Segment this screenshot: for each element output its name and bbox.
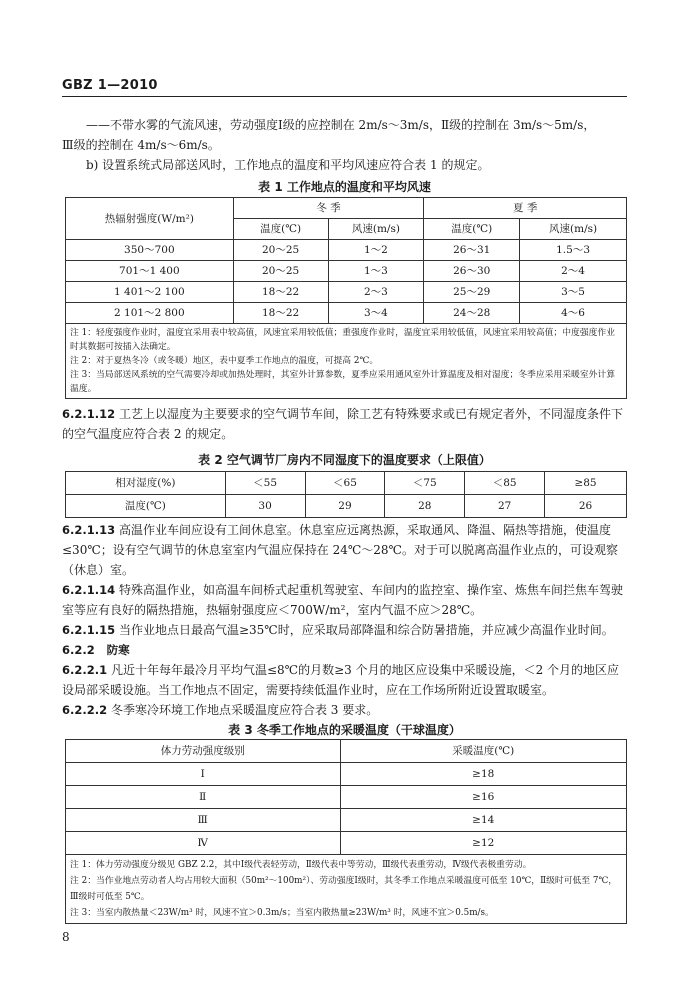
table-cell: 4～6: [520, 303, 627, 324]
table-cell: 27: [465, 495, 545, 518]
clause-number: 6.2.2: [62, 643, 95, 657]
table3-note-1: 注 1：体力劳动强度分级见 GBZ 2.2，其中Ⅰ级代表轻劳动，Ⅱ级代表中等劳动，Ⅲ级代表重劳动，Ⅳ级代表极重劳动。: [70, 860, 532, 870]
table-cell: 3～4: [328, 303, 424, 324]
table-cell: 29: [305, 495, 385, 518]
clause-text: 凡近十年每年最冷月平均气温≤8℃的月数≥3 个月的地区应设集中采暖设施，＜2 个月的地区应设局部采暖设施。当工作地点不固定，需要持续低温作业时，应在工作场所附近设置取暖室。: [62, 663, 620, 697]
table-row: [66, 763, 627, 786]
table1-winter-header: 冬 季: [233, 198, 424, 219]
clause-number: 6.2.2.2: [62, 703, 108, 717]
table1-note-2: 注 2：对于夏热冬冷（或冬暖）地区，表中夏季工作地点的温度，可提高 2℃。: [70, 356, 379, 366]
table2-temp-label: 温度(℃): [66, 495, 226, 518]
clause-6-2-2-1: [62, 660, 627, 700]
table-cell: 1 401～2 100: [66, 282, 234, 303]
table1-winter-wind-header: 风速(m/s): [328, 219, 424, 240]
table-cell: Ⅱ: [66, 786, 341, 809]
table-cell: 26: [545, 495, 627, 518]
table-cell: 2～4: [520, 261, 627, 282]
table-cell: Ⅲ: [66, 809, 341, 832]
table1-summer-wind-header: 风速(m/s): [520, 219, 627, 240]
table-row: [66, 495, 627, 518]
table2-humidity-label: 相对湿度(%): [66, 472, 226, 495]
table3-col2-header: 采暖温度(℃): [340, 740, 627, 763]
table1-note-3: 注 3：当局部送风系统的空气需要冷却或加热处理时，其室外计算参数，夏季应采用通风室外计算温度及相对湿度；冬季应采用采暖室外计算温度。: [70, 370, 616, 394]
table-cell: 2～3: [328, 282, 424, 303]
table-cell: 30: [225, 495, 305, 518]
clause-number: 6.2.1.13: [62, 523, 116, 537]
table1-summer-header: 夏 季: [424, 198, 627, 219]
table-cell: 701～1 400: [66, 261, 234, 282]
table2-caption: 表 2 空气调节厂房内不同湿度下的温度要求（上限值）: [198, 453, 491, 467]
table-cell: 24～28: [424, 303, 520, 324]
intro-text: [62, 115, 627, 175]
table1-notes: [66, 324, 627, 399]
table3-col1-header: 体力劳动强度级别: [66, 740, 341, 763]
table3: [65, 739, 627, 924]
table-cell: 26～30: [424, 261, 520, 282]
clause-6-2-1-15: [62, 620, 627, 640]
table-cell: 26～31: [424, 240, 520, 261]
table-row: [66, 240, 627, 261]
header-rule: [62, 96, 627, 97]
table-cell: ≥85: [545, 472, 627, 495]
clause-text: 高温作业车间应设有工间休息室。休息室应远离热源，采取通风、降温、隔热等措施，使温度≤30℃；设有空气调节的休息室室内气温应保持在 24℃～28℃。对于可以脱离高温作业点的，可设观察（休息）室。: [62, 523, 618, 577]
clause-number: 6.2.1.15: [62, 623, 116, 637]
intro-line-1: ——不带水雾的气流风速，劳动强度Ⅰ级的应控制在 2m/s～3m/s，Ⅱ级的控制在 3m/s～5m/s，: [86, 118, 596, 132]
table3-note-2: 注 2：当作业地点劳动者人均占用较大面积（50m²～100m²）、劳动强度Ⅰ级时，其冬季工作地点采暖温度可低至 10℃，Ⅱ级时可低至 7℃，Ⅲ级时可低至 5℃。: [70, 876, 618, 902]
table1: [65, 197, 627, 399]
table-cell: 18～22: [233, 303, 328, 324]
table-cell: ≥12: [340, 832, 627, 855]
table3-note-3: 注 3：当室内散热量＜23W/m³ 时，风速不宜＞0.3m/s；当室内散热量≥23W/m³ 时，风速不宜＞0.5m/s。: [70, 908, 494, 918]
clause-number: 6.2.1.12: [62, 407, 116, 421]
table-cell: Ⅳ: [66, 832, 341, 855]
table-cell: 2 101～2 800: [66, 303, 234, 324]
table-cell: 3～5: [520, 282, 627, 303]
clause-number: 6.2.1.14: [62, 583, 116, 597]
clause-title: 防寒: [106, 643, 130, 657]
table-row: [66, 472, 627, 495]
table-row: [66, 832, 627, 855]
table1-caption: 表 1 工作地点的温度和平均风速: [258, 180, 431, 194]
table-cell: Ⅰ: [66, 763, 341, 786]
intro-line-2: Ⅲ级的控制在 4m/s～6m/s。: [62, 138, 220, 152]
intro-line-3: b) 设置系统式局部送风时，工作地点的温度和平均风速应符合表 1 的规定。: [86, 158, 490, 172]
clause-text: 冬季寒冷环境工作地点采暖温度应符合表 3 要求。: [110, 703, 379, 717]
clause-text: 当作业地点日最高气温≥35℃时，应采取局部降温和综合防暑措施，并应减少高温作业时间。: [118, 623, 614, 637]
clause-6-2-1-13: [62, 520, 627, 580]
table-cell: ＜85: [465, 472, 545, 495]
clause-6-2-1-14: [62, 580, 627, 620]
table3-notes: [66, 855, 627, 924]
standard-code: GBZ 1—2010: [62, 78, 158, 93]
table-row: [66, 809, 627, 832]
table-cell: 18～22: [233, 282, 328, 303]
table3-caption: 表 3 冬季工作地点的采暖温度（干球温度）: [228, 723, 461, 737]
clause-6-2-2-2: [62, 700, 627, 720]
table-row: [66, 261, 627, 282]
table-cell: 20～25: [233, 261, 328, 282]
table-cell: ≥18: [340, 763, 627, 786]
table-cell: ＜55: [225, 472, 305, 495]
clause-6-2-2: [62, 640, 627, 660]
table-cell: ≥16: [340, 786, 627, 809]
table1-summer-temp-header: 温度(℃): [424, 219, 520, 240]
table-cell: 25～29: [424, 282, 520, 303]
table-cell: 1～2: [328, 240, 424, 261]
table-cell: 28: [385, 495, 465, 518]
table1-winter-temp-header: 温度(℃): [233, 219, 328, 240]
table-cell: ＜75: [385, 472, 465, 495]
table-cell: ＜65: [305, 472, 385, 495]
clause-6-2-1-12: [62, 404, 627, 444]
page-number: 8: [62, 930, 70, 944]
table-cell: 350～700: [66, 240, 234, 261]
table-cell: 20～25: [233, 240, 328, 261]
table-row: [66, 282, 627, 303]
table-row: [66, 786, 627, 809]
table1-note-1: 注 1：轻度强度作业时，温度宜采用表中较高值，风速宜采用较低值；重强度作业时，温度宜采用较低值，风速宜采用较高值；中度强度作业时其数据可按插入法确定。: [70, 328, 616, 352]
table-cell: 1.5～3: [520, 240, 627, 261]
clause-text: 工艺上以湿度为主要要求的空气调节车间，除工艺有特殊要求或已有规定者外，不同湿度条件下的空气温度应符合表 2 的规定。: [62, 407, 623, 441]
clause-number: 6.2.2.1: [62, 663, 108, 677]
table-cell: 1～3: [328, 261, 424, 282]
table2: [65, 471, 627, 518]
table1-col-header: 热辐射强度(W/m²): [66, 198, 234, 240]
table-cell: ≥14: [340, 809, 627, 832]
clause-text: 特殊高温作业，如高温车间桥式起重机驾驶室、车间内的监控室、操作室、炼焦车间拦焦车驾驶室等应有良好的隔热措施，热辐射强度应＜700W/m²，室内气温不应＞28℃。: [62, 583, 623, 617]
table-row: [66, 740, 627, 763]
table-row: [66, 303, 627, 324]
